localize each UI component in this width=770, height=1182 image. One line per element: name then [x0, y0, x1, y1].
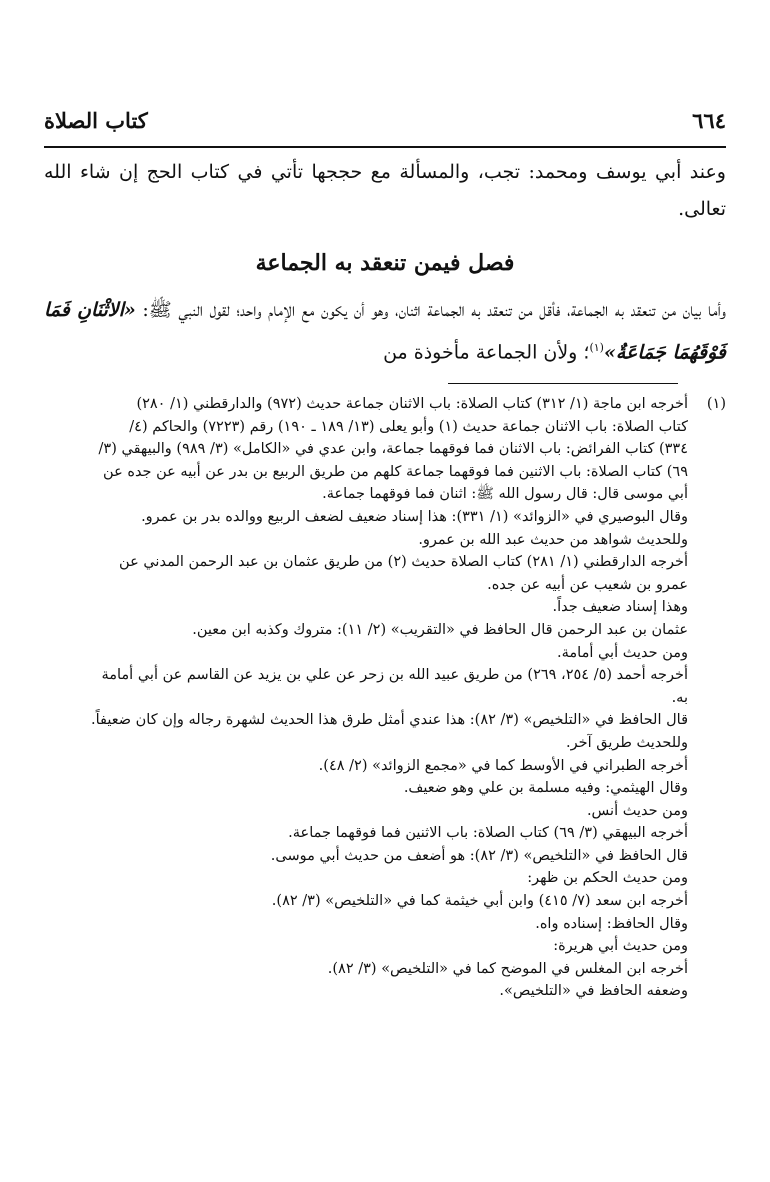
- footnote-separator: [448, 383, 678, 384]
- footnotes: [44, 393, 726, 1003]
- footnote-line: وللحديث شواهد من حديث عبد الله بن عمرو.: [418, 531, 688, 548]
- footnote-line: أخرجه البيهقي (٣/ ٦٩) كتاب الصلاة: باب الاثنين فما فوقهما جماعة.: [288, 825, 688, 842]
- footnote-line: أخرجه ابن سعد (٧/ ٤١٥) وابن أبي خيثمة كما في «التلخيص» (٣/ ٨٢).: [271, 893, 688, 910]
- footnote-line: قال الحافظ في «التلخيص» (٣/ ٨٢): هو أضعف من حديث أبي موسى.: [270, 847, 688, 864]
- footnote-line: ومن حديث أنس.: [586, 802, 688, 819]
- footnote-number: (١): [706, 396, 726, 412]
- footnote-lines: [44, 393, 688, 1003]
- footnote-line: ومن حديث الحكم بن ظهر:: [527, 870, 688, 887]
- footnote-line: وللحديث طريق آخر.: [566, 734, 688, 751]
- footnote-line: أخرجه الطبراني في الأوسط كما في «مجمع الزوائد» (٢/ ٤٨).: [318, 757, 688, 774]
- footnote-line: أبي موسى قال: قال رسول الله ﷺ: اثنان فما فوقهما جماعة.: [322, 486, 688, 503]
- footnote-line: وقال البوصيري في «الزوائد» (١/ ٣٣١): هذا إسناد ضعيف لضعف الربيع ووالده بدر بن عمرو.: [141, 508, 688, 525]
- footnote-line: به.: [671, 689, 688, 706]
- paragraph-text-before: وأما بيان من تنعقد به الجماعة، فأقل من تنعقد به الجماعة اثنان، وهو أن يكون مع الإمام واحد؛ لقول النبي ﷺ:: [135, 299, 726, 321]
- paragraph-main: [44, 292, 726, 371]
- footnote-line: ومن حديث أبي أمامة.: [557, 644, 688, 661]
- footnote-line: أخرجه ابن المغلس في الموضح كما في «التلخيص» (٣/ ٨٢).: [327, 960, 688, 977]
- page-header: [44, 100, 726, 140]
- footnote-line: وقال الحافظ: إسناده واه.: [535, 915, 688, 932]
- footnote-1: [44, 393, 726, 1003]
- footnote-marker: (١): [589, 341, 604, 354]
- footnote-line: قال الحافظ في «التلخيص» (٣/ ٨٢): هذا عندي أمثل طرق هذا الحديث لشهرة رجاله وإن كان ضعيفاً.: [91, 712, 688, 729]
- section-title: فصل فيمن تنعقد به الجماعة: [255, 250, 515, 276]
- hadith-quote: «الاثْنَانِ فَمَا فَوْقَهُمَا جَمَاعَةٌ»: [44, 299, 726, 364]
- running-title: كتاب الصلاة: [44, 107, 148, 133]
- footnote-line: أخرجه الدارقطني (١/ ٢٨١) كتاب الصلاة حديث (٢) من طريق عثمان بن عبد الرحمن المدني عن: [119, 554, 688, 571]
- footnote-line: أخرجه ابن ماجة (١/ ٣١٢) كتاب الصلاة: باب الاثنان جماعة حديث (٩٧٢) والدارقطني (١/ ٢٨٠): [136, 396, 688, 412]
- footnote-line: كتاب الصلاة: باب الاثنان جماعة حديث (١) وأبو يعلى (١٣/ ١٨٩ ـ ١٩٠) رقم (٧٢٢٣) والحاكم (٤/: [129, 418, 688, 435]
- footnote-line: عمرو بن شعيب عن أبيه عن جده.: [487, 576, 688, 593]
- footnote-line: وقال الهيثمي: وفيه مسلمة بن علي وهو ضعيف.: [403, 780, 688, 797]
- footnote-line: عثمان بن عبد الرحمن قال الحافظ في «التقريب» (٢/ ١١): متروك وكذبه ابن معين.: [192, 621, 688, 638]
- paragraph-text-after: ؛ ولأن الجماعة مأخوذة من: [383, 341, 590, 364]
- footnote-line: ٦٩) كتاب الصلاة: باب الاثنين فما فوقهما جماعة كلهم من طريق الربيع بن بدر عن أبيه عن جده عن: [103, 463, 688, 480]
- footnote-line: وهذا إسناد ضعيف جداً.: [552, 599, 688, 616]
- page-number: ٦٦٤: [692, 107, 726, 133]
- paragraph-continuation: وعند أبي يوسف ومحمد: تجب، والمسألة مع حججها تأتي في كتاب الحج إن شاء الله تعالى.: [44, 161, 726, 220]
- header-rule: [44, 146, 726, 148]
- footnote-line: ٣٣٤) كتاب الفرائض: باب الاثنان فما فوقهما جماعة، وابن عدي في «الكامل» (٣/ ٩٨٩) والبيهقي (٣/: [98, 441, 688, 458]
- footnote-line: أخرجه أحمد (٥/ ٢٥٤، ٢٦٩) من طريق عبيد الله بن زحر عن علي بن يزيد عن القاسم عن أبي أمامة: [101, 667, 688, 684]
- footnote-line: ومن حديث أبي هريرة:: [553, 938, 688, 955]
- footnote-line: وضعفه الحافظ في «التلخيص».: [499, 983, 688, 1000]
